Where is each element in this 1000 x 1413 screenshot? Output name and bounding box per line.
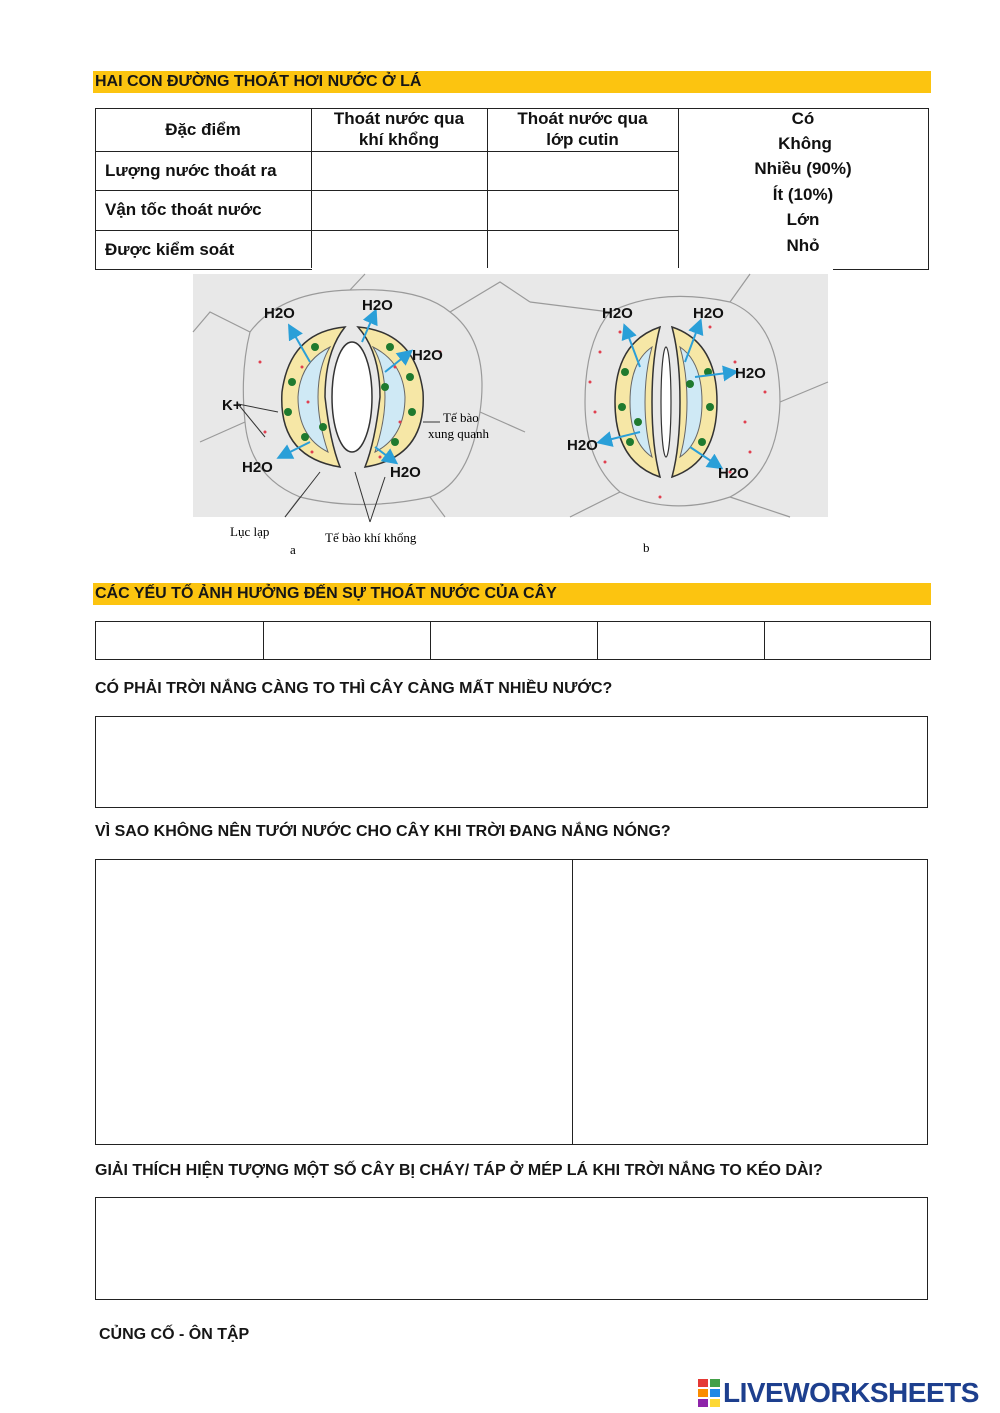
header-cuticle-line1: Thoát nước qua	[517, 109, 648, 128]
label-guard-cell: Tế bào khí khổng	[325, 530, 417, 545]
label-surrounding-cell-line2: xung quanh	[428, 426, 490, 441]
answer-box-2-right[interactable]	[573, 860, 927, 1144]
h2o-label: H2O	[735, 365, 766, 382]
header-stomata-line2: khí khổng	[358, 130, 440, 149]
answer-box-2	[95, 859, 928, 1145]
header-stomata	[311, 108, 487, 150]
header-cuticle-line2: lớp cutin	[546, 130, 619, 149]
row-water-amount: Lượng nước thoát ra	[105, 161, 277, 180]
h2o-label: H2O	[242, 459, 273, 476]
option-it[interactable]: Ít (10%)	[772, 185, 834, 204]
factor-cell[interactable]	[764, 622, 930, 659]
label-chloroplast: Lục lạp	[230, 524, 270, 539]
answer-cell-amount-cuticle[interactable]	[488, 152, 678, 190]
factors-table	[95, 621, 931, 660]
option-nhieu[interactable]: Nhiều (90%)	[754, 159, 852, 178]
h2o-label: H2O	[718, 465, 749, 482]
label-surrounding-cell-line1: Tế bào	[443, 410, 479, 425]
question-1: CÓ PHẢI TRỜI NẮNG CÀNG TO THÌ CÂY CÀNG MẤT NHIỀU NƯỚC?	[95, 680, 613, 697]
answer-box-2-left[interactable]	[96, 860, 573, 1144]
factor-cell[interactable]	[96, 622, 264, 659]
panel-b-label: b	[643, 540, 650, 555]
stomata-diagram	[190, 272, 830, 562]
option-khong[interactable]: Không	[778, 134, 832, 153]
answer-cell-speed-cuticle[interactable]	[488, 191, 678, 230]
factor-cell[interactable]	[263, 622, 431, 659]
factor-cell[interactable]	[430, 622, 598, 659]
answer-cell-amount-stomata[interactable]	[312, 152, 487, 190]
answer-cell-controlled-cuticle[interactable]	[488, 231, 678, 269]
header-characteristic: Đặc điểm	[165, 120, 241, 139]
header-stomata-line1: Thoát nước qua	[333, 109, 465, 128]
answer-box-3[interactable]	[95, 1197, 928, 1300]
liveworksheets-logo-icon	[697, 1378, 723, 1408]
option-nho[interactable]: Nhỏ	[786, 236, 820, 255]
question-2: VÌ SAO KHÔNG NÊN TƯỚI NƯỚC CHO CÂY KHI TRỜI ĐANG NẮNG NÓNG?	[95, 823, 671, 840]
h2o-label: H2O	[602, 305, 633, 322]
section-banner-transpiration-pathways: HAI CON ĐƯỜNG THOÁT HƠI NƯỚC Ở LÁ	[93, 71, 931, 93]
panel-a-label: a	[290, 542, 296, 557]
row-transpiration-speed: Vận tốc thoát nước	[105, 200, 262, 219]
question-3: GIẢI THÍCH HIỆN TƯỢNG MỘT SỐ CÂY BỊ CHÁY/ TÁP Ở MÉP LÁ KHI TRỜI NẮNG TO KÉO DÀI?	[95, 1162, 823, 1179]
answer-cell-speed-stomata[interactable]	[312, 191, 487, 230]
h2o-label: H2O	[567, 437, 598, 454]
review-heading: CỦNG CỐ - ÔN TẬP	[99, 1326, 250, 1343]
h2o-label: H2O	[362, 297, 393, 314]
potassium-label: K+	[222, 397, 242, 414]
h2o-label: H2O	[412, 347, 443, 364]
liveworksheets-logo	[697, 1378, 979, 1408]
option-co[interactable]: Có	[791, 109, 815, 128]
h2o-label: H2O	[693, 305, 724, 322]
factor-cell[interactable]	[597, 622, 765, 659]
answer-box-1[interactable]	[95, 716, 928, 808]
row-controlled: Được kiểm soát	[105, 240, 235, 259]
section-banner-factors: CÁC YẾU TỐ ẢNH HƯỞNG ĐẾN SỰ THOÁT NƯỚC CỦA CÂY	[93, 583, 931, 605]
header-cuticle	[487, 108, 678, 150]
answer-cell-controlled-stomata[interactable]	[312, 231, 487, 269]
brand-name: LIVEWORKSHEETS	[723, 1377, 979, 1408]
h2o-label: H2O	[264, 305, 295, 322]
option-lon[interactable]: Lớn	[786, 210, 820, 229]
h2o-label: H2O	[390, 464, 421, 481]
